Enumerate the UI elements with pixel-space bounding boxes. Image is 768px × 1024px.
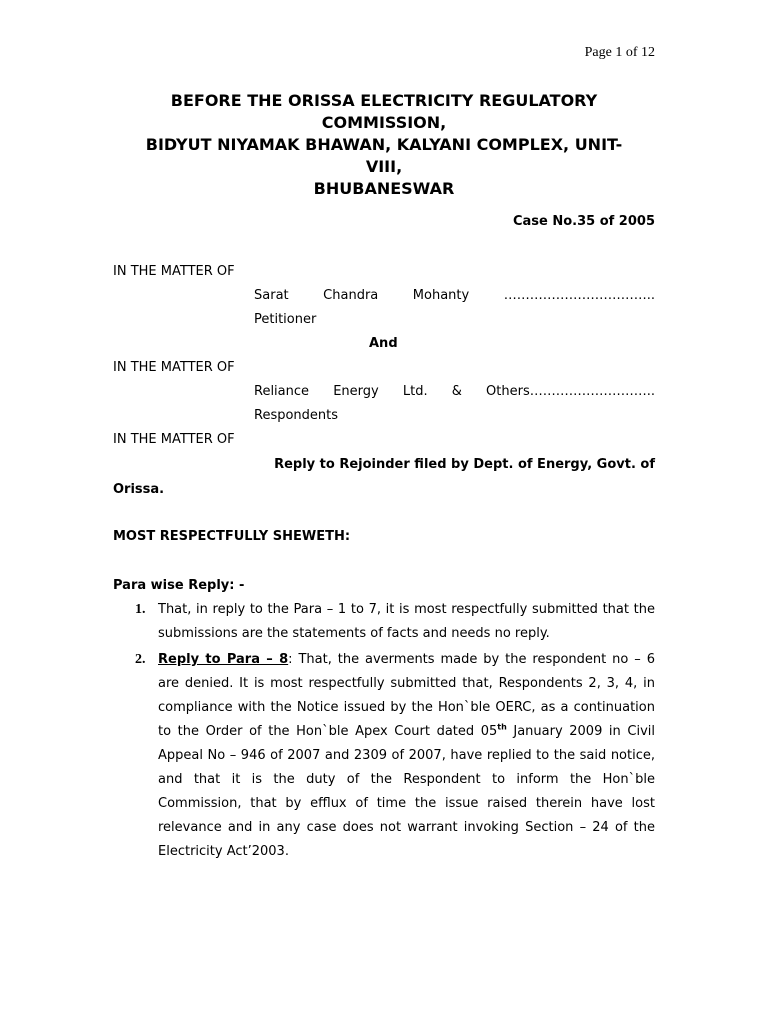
respondent-word: Energy xyxy=(333,384,379,399)
respondents-role: Respondents xyxy=(254,408,339,423)
petitioner-role: Petitioner xyxy=(254,312,317,327)
item-lead: Reply to Para – 8 xyxy=(158,652,289,667)
para-wise-heading: Para wise Reply: - xyxy=(113,578,245,593)
item-text: : That, the averments made by the respondent no – 6 are denied. It is most respectfully submitted that, Respondents 2, 3, 4, in compliance with the Notice issued by the Hon`ble OERC, as a continuation to the Order of the Hon`ble Apex Court dated 05 xyxy=(158,652,655,739)
petitioner-word: Sarat xyxy=(254,288,289,303)
ordinal-suffix: th xyxy=(497,722,507,732)
item-number: 2. xyxy=(135,652,146,667)
matter-subject-line: Orissa. xyxy=(113,482,165,497)
petitioner-word: Mohanty xyxy=(412,288,470,303)
list-item xyxy=(113,648,655,864)
title-line: BIDYUT NIYAMAK BHAWAN, KALYANI COMPLEX, UNIT- xyxy=(145,135,623,154)
petitioner-word: Chandra xyxy=(323,288,379,303)
sheweth-heading: MOST RESPECTFULLY SHEWETH: xyxy=(113,529,351,544)
respondent-word: & xyxy=(451,384,462,399)
case-number: Case No.35 of 2005 xyxy=(512,214,655,229)
respondent-word: Reliance xyxy=(254,384,310,399)
matter-subject-line: Reply to Rejoinder filed by Dept. of Energy, Govt. of xyxy=(274,457,655,472)
page-number: Page 1 of 12 xyxy=(584,45,655,60)
item-text: January 2009 in Civil Appeal No – 946 of 2007 and 2309 of 2007, have replied to the said notice, and that it is the duty of the Respondent to inform the Hon`ble Commission, that by efflux of time the issue raised therein have lost relevance and in any case does not warrant invoking Section – 24 of the Electricity Act’2003. xyxy=(158,724,655,859)
title-line: BHUBANESWAR xyxy=(313,179,455,198)
document-title xyxy=(113,90,655,200)
item-text: That, in reply to the Para – 1 to 7, it is most respectfully submitted that the submissions are the statements of facts and needs no reply. xyxy=(158,602,655,641)
respondent-dots: Others……………………….. xyxy=(486,384,655,399)
respondent-word: Ltd. xyxy=(402,384,428,399)
petitioner-dots: …………………………….. xyxy=(503,288,655,303)
reply-list xyxy=(113,598,655,864)
respondents-line xyxy=(254,380,655,404)
matter-heading-3: IN THE MATTER OF xyxy=(113,432,235,447)
and-label: And xyxy=(369,336,398,351)
matter-heading-2: IN THE MATTER OF xyxy=(113,360,235,375)
petitioner-line xyxy=(254,284,655,308)
matter-heading-1: IN THE MATTER OF xyxy=(113,264,235,279)
item-number: 1. xyxy=(135,602,146,617)
title-line: VIII, xyxy=(365,157,403,176)
title-line: COMMISSION, xyxy=(321,113,447,132)
list-item xyxy=(113,598,655,646)
title-line: BEFORE THE ORISSA ELECTRICITY REGULATORY xyxy=(170,91,598,110)
